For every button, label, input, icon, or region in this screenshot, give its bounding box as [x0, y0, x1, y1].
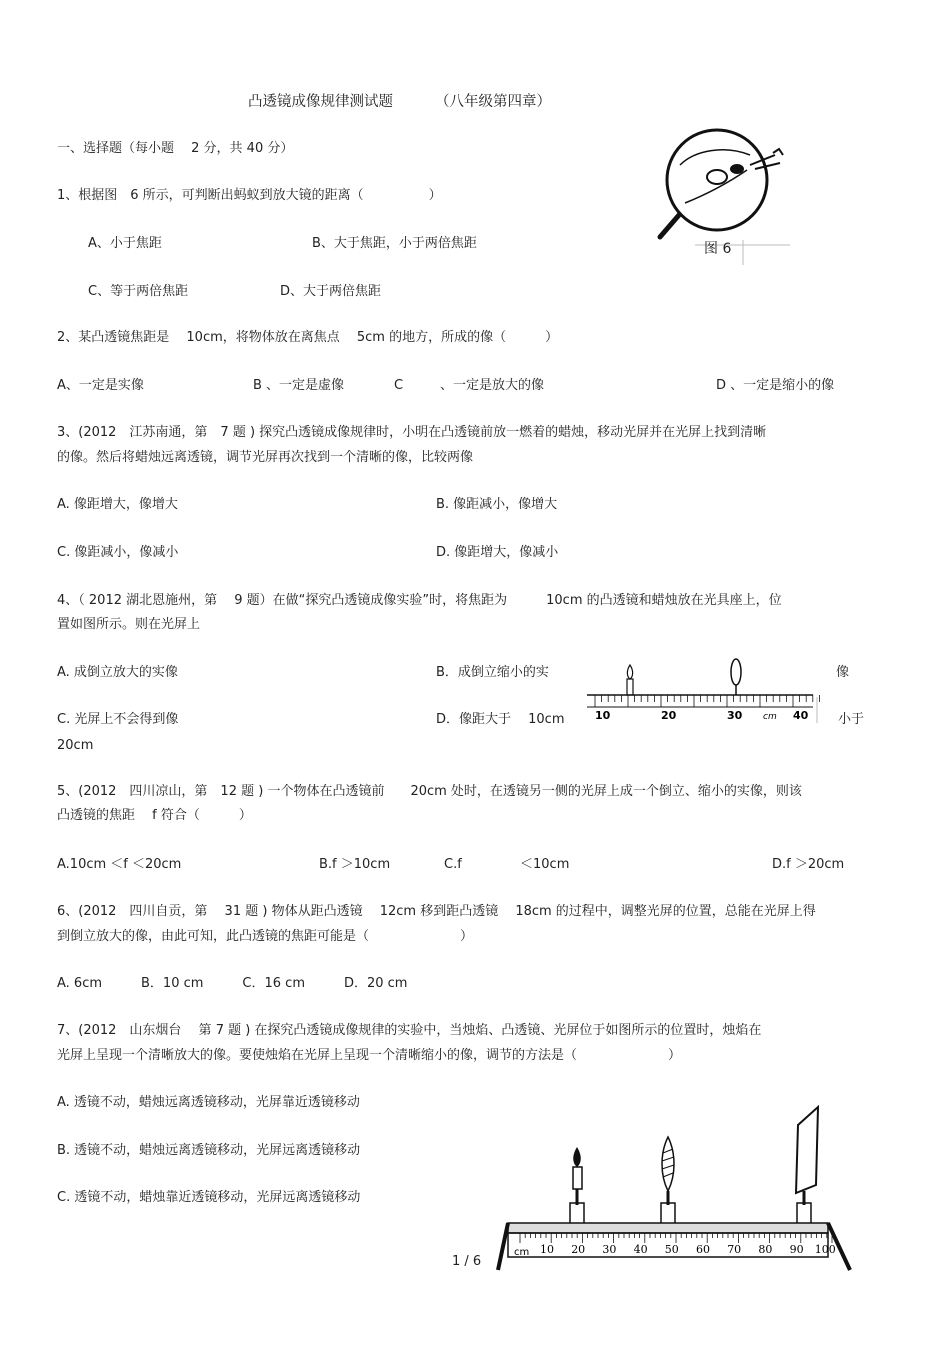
q3-option-d: D. 像距增大，像减小: [436, 545, 559, 560]
q7-bench-unit: cm: [514, 1247, 530, 1258]
q7-option-b: B. 透镜不动，蜡烛远离透镜移动，光屏远离透镜移动: [57, 1143, 361, 1158]
q4-ruler-label-40: 40: [793, 709, 809, 722]
q7-bench-label: 10: [540, 1243, 554, 1256]
q7-option-c: C. 透镜不动，蜡烛靠近透镜移动，光屏远离透镜移动: [57, 1190, 361, 1205]
figure-6-caption: 图 6: [704, 241, 732, 257]
page-subtitle: （八年级第四章）: [435, 94, 551, 110]
q7-bench-label: 20: [571, 1243, 586, 1256]
q4-option-a: A. 成倒立放大的实像: [57, 665, 178, 680]
q7-option-a: A. 透镜不动，蜡烛远离透镜移动，光屏靠近透镜移动: [57, 1095, 360, 1110]
q5-option-b: B.f ＞10cm: [319, 857, 391, 872]
q2-option-d: D 、一定是缩小的像: [716, 378, 835, 393]
q7-bench-label: 40: [633, 1243, 648, 1256]
q2-stem: 2、某凸透镜焦距是 10cm，将物体放在离焦点 5cm 的地方，所成的像（ ）: [57, 330, 559, 345]
q7-bench-figure: [498, 1105, 858, 1275]
q3-stem-line2: 的像。然后将蜡烛远离透镜，调节光屏再次找到一个清晰的像，比较两像: [57, 450, 474, 465]
q4-bench-figure: [585, 655, 820, 727]
q4-option-b-tail: 像: [836, 665, 850, 680]
q4-option-c: C. 光屏上不会得到像: [57, 712, 179, 727]
q7-stem-line1: 7、(2012 山东烟台 第 7 题 ) 在探究凸透镜成像规律的实验中，当烛焰、凸透镜、光屏位于如图所示的位置时，烛焰在: [57, 1023, 762, 1038]
q1-option-b: B、大于焦距，小于两倍焦距: [312, 236, 477, 251]
q4-ruler-label-30: 30: [727, 709, 743, 722]
q4-stem-line1: 4、（ 2012 湖北恩施州，第 9 题）在做“探究凸透镜成像实验”时，将焦距为 10cm 的凸透镜和蜡烛放在光具座上，位: [57, 593, 782, 608]
q5-stem-line1: 5、(2012 四川凉山，第 12 题 ) 一个物体在凸透镜前 20cm 处时，在透镜另一侧的光屏上成一个倒立、缩小的实像，则该: [57, 784, 802, 799]
q5-option-a: A.10cm ＜f ＜20cm: [57, 857, 182, 872]
q4-ruler-unit: cm: [763, 712, 777, 722]
q5-option-c-letter: C.f: [444, 857, 462, 872]
q3-option-a: A. 像距增大，像增大: [57, 497, 178, 512]
q6-stem-line1: 6、(2012 四川自贡，第 31 题 ) 物体从距凸透镜 12cm 移到距凸透镜 18cm 的过程中，调整光屏的位置，总能在光屏上得: [57, 904, 816, 919]
q7-bench-label: 70: [727, 1243, 742, 1256]
q7-bench-label: 100: [814, 1243, 836, 1256]
q5-stem-line2: 凸透镜的焦距 f 符合（ ）: [57, 808, 252, 823]
q2-option-b: B 、一定是虚像: [253, 378, 345, 393]
q7-bench-label: 30: [602, 1243, 617, 1256]
q5-option-c-text: ＜10cm: [520, 857, 570, 872]
q4-option-b: B．成倒立缩小的实: [436, 665, 549, 680]
q6-stem-line2: 到倒立放大的像，由此可知，此凸透镜的焦距可能是（ ）: [57, 929, 474, 944]
q4-stem-line2: 置如图所示。则在光屏上: [57, 617, 201, 632]
q1-option-c: C、等于两倍焦距: [88, 284, 189, 299]
q6-options: A. 6cm B．10 cm C．16 cm D．20 cm: [57, 976, 408, 991]
q2-option-c-letter: C: [394, 378, 404, 393]
q4-option-d-tail2: 20cm: [57, 738, 94, 753]
page-title: 凸透镜成像规律测试题: [248, 94, 393, 110]
q4-ruler-label-20: 20: [661, 709, 677, 722]
q5-option-d: D.f ＞20cm: [772, 857, 845, 872]
q1-option-d: D、大于两倍焦距: [280, 284, 382, 299]
q7-bench-label: 50: [664, 1243, 679, 1256]
q4-option-d: D．像距大于 10cm: [436, 712, 565, 727]
section-heading: 一、选择题（每小题 2 分，共 40 分）: [57, 141, 294, 156]
q2-option-a: A、一定是实像: [57, 378, 144, 393]
q1-stem: 1、根据图 6 所示，可判断出蚂蚁到放大镜的距离（ ）: [57, 188, 442, 203]
q3-option-c: C. 像距减小，像减小: [57, 545, 179, 560]
q4-option-d-tail: 小于: [838, 712, 865, 727]
q7-bench-label: 80: [758, 1243, 773, 1256]
q1-option-a: A、小于焦距: [88, 236, 162, 251]
q2-option-c-text: 、一定是放大的像: [440, 378, 545, 393]
q7-bench-label: 60: [696, 1243, 710, 1256]
page-number: 1 / 6: [452, 1254, 482, 1269]
q7-stem-line2: 光屏上呈现一个清晰放大的像。要使烛焰在光屏上呈现一个清晰缩小的像，调节的方法是（ ）: [57, 1048, 682, 1063]
q7-bench-label: 90: [789, 1243, 804, 1256]
q3-stem-line1: 3、(2012 江苏南通，第 7 题 ) 探究凸透镜成像规律时，小明在凸透镜前放一燃着的蜡烛，移动光屏并在光屏上找到清晰: [57, 425, 767, 440]
q3-option-b: B. 像距减小，像增大: [436, 497, 558, 512]
q4-ruler-label-10: 10: [595, 709, 611, 722]
